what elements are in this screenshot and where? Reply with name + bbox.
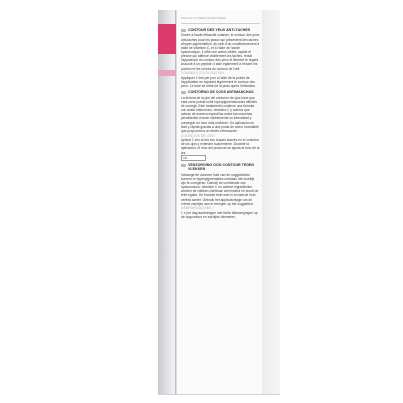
- dutch-description: Vanwege de dunnere huid van de ooggebieden kunnen er hyperpigmentaties ontstaan die moeilijk zijn te corrigeren. Dankzij de combinatie van hyaluronzuur, vitamine C en actieve ingrediënten worden de vlekken zichtbaar verminderd en wordt de teint egaler. De formule trekt snel in en laat de huid verfrist achter. Gebruik het applicatortopje om de crème zachtjes aan te brengen op het ooggebied.: [181, 172, 259, 206]
- leaflet-content: [177, 10, 263, 219]
- section-dutch-head: [181, 163, 260, 171]
- french-usage-text: Appliquer 1 fois par jour à l'aide de la pointe de l'applicateur en tapotant légèrement le contour des yeux. Le tube se retire de la peau après l'utilisation.: [181, 75, 257, 89]
- spanish-body: [181, 96, 260, 162]
- french-description: Dosée à haute efficacité cutanée, le contour des yeux anti-taches pour les peaux qui présentent des taches d'hyper-pigmentation. Au sein d'un conditionnement à base de vitamine C, et à l'aide de l'acide hyaluronique, il offre une action ciblée, rapide et précise qui atténue visiblement les taches, réduit l'apparence du contour des yeux et illumine le regard. Associé à un peptide, il aide également à réduire les poches et les cernes du contour de l'œil.: [181, 33, 260, 71]
- french-body: [181, 33, 260, 88]
- skin-type-label: PEAUX HYPERPIGMENTÉES: [181, 16, 260, 24]
- dutch-usage-text: 1 x per dag aanbrengen met lichte tikbewegingen op de oogcontour en zachtjes uitsmeren.: [181, 211, 258, 220]
- french-heading: CONTOUR DES YEUX ANTI-TACHES: [188, 28, 251, 33]
- french-usage-title: CONSEILS D'UTILISATION :: [181, 71, 226, 76]
- dutch-heading: VENZORGING OOG CONTOUR TEGEN VLEKKEN: [188, 163, 255, 172]
- section-french: [181, 28, 260, 88]
- tone-box: CR -: [181, 155, 206, 161]
- language-badge-nl-icon: [181, 164, 186, 167]
- pink-band: [158, 24, 176, 54]
- box-left-side: [158, 10, 176, 395]
- section-spanish-head: [181, 90, 260, 94]
- section-spanish: [181, 90, 260, 161]
- language-badge-es-icon: [181, 91, 186, 94]
- tone-row: [181, 155, 260, 161]
- pink-stripe: [158, 70, 176, 76]
- section-dutch: [181, 163, 260, 219]
- spanish-heading: CONTORNO DE OJOS ANTIMANCHAS: [188, 90, 254, 95]
- spanish-description: La textura de la piel del contorno de ojos hace que esta zona pueda sufrir hiperpigmentaciones difíciles de corregir. Este tratamiento contiene una fórmula con ácido hialurónico, vitamina C y activos que actúan de manera específica sobre las manchas, permitiendo reducir visiblemente su intensidad y conseguir un tono más uniforme. Su aplicación es fácil y rápida gracias a una punta de acero inoxidable que proporciona un efecto refrescante.: [181, 95, 259, 133]
- box-bottom-edge: [158, 394, 280, 395]
- leaflet-panel: [176, 10, 264, 395]
- language-badge-fr-icon: [181, 29, 186, 32]
- section-french-head: [181, 28, 260, 32]
- dutch-body: [181, 173, 260, 220]
- box-right-side: [262, 10, 280, 395]
- spanish-usage-text: Aplicar 1 vez al día con toques suaves en el contorno de los ojos y extender suavemente. Durante la aplicación, el tono del producto se ajusta al tono de la tez.: [181, 138, 260, 155]
- spanish-usage-title: CONSEJOS DE USO :: [181, 133, 217, 138]
- dutch-usage-title: GEBRUIKSADVIES :: [181, 206, 214, 211]
